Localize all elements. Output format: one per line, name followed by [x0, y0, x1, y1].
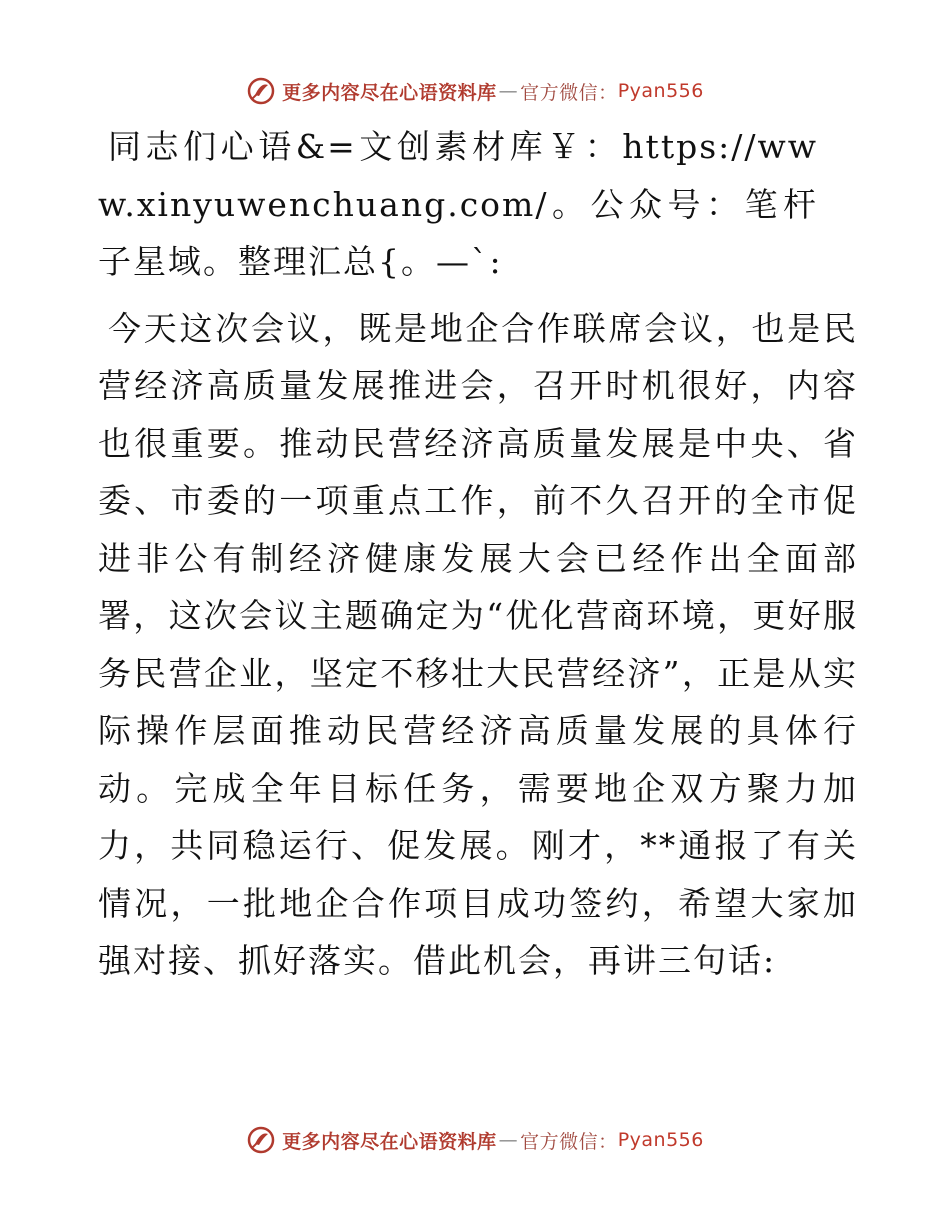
- document-body: [98, 118, 858, 990]
- header-watermark: [0, 71, 950, 111]
- xinyu-logo-icon: [246, 76, 276, 106]
- xinyu-logo-icon: [246, 1125, 276, 1155]
- watermark-wechat-label: 官方微信：: [520, 1130, 618, 1153]
- speech-paragraph: 今天这次会议，既是地企合作联席会议，也是民营经济高质量发展推进会，召开时机很好，内容也很重要。推动民营经济高质量发展是中央、省委、市委的一项重点工作，前不久召开的全市促进非公有制经济健康发展大会已经作出全面部署，这次会议主题确定为“优化营商环境，更好服务民营企业，坚定不移壮大民营经济”，正是从实际操作层面推动民营经济高质量发展的具体行动。完成全年目标任务，需要地企双方聚力加力，共同稳运行、促发展。刚才，**通报了有关情况，一批地企合作项目成功签约，希望大家加强对接、抓好落实。借此机会，再讲三句话:: [98, 308, 858, 980]
- watermark-separator: —: [498, 80, 519, 102]
- watermark-text: 更多内容尽在心语资料库: [282, 1130, 497, 1153]
- watermark-text: 更多内容尽在心语资料库: [282, 81, 497, 104]
- footer-watermark: [0, 1120, 950, 1160]
- watermark-wechat-label: 官方微信：: [520, 81, 618, 104]
- source-note-paragraph: 同志们心语&=文创素材库￥：https://www.xinyuwenchuang.com/。公众号：笔杆子星域。整理汇总{。—`:: [98, 127, 818, 281]
- watermark-wechat-id: Pyan556: [617, 80, 704, 102]
- watermark-separator: —: [498, 1129, 519, 1151]
- watermark-wechat-id: Pyan556: [617, 1129, 704, 1151]
